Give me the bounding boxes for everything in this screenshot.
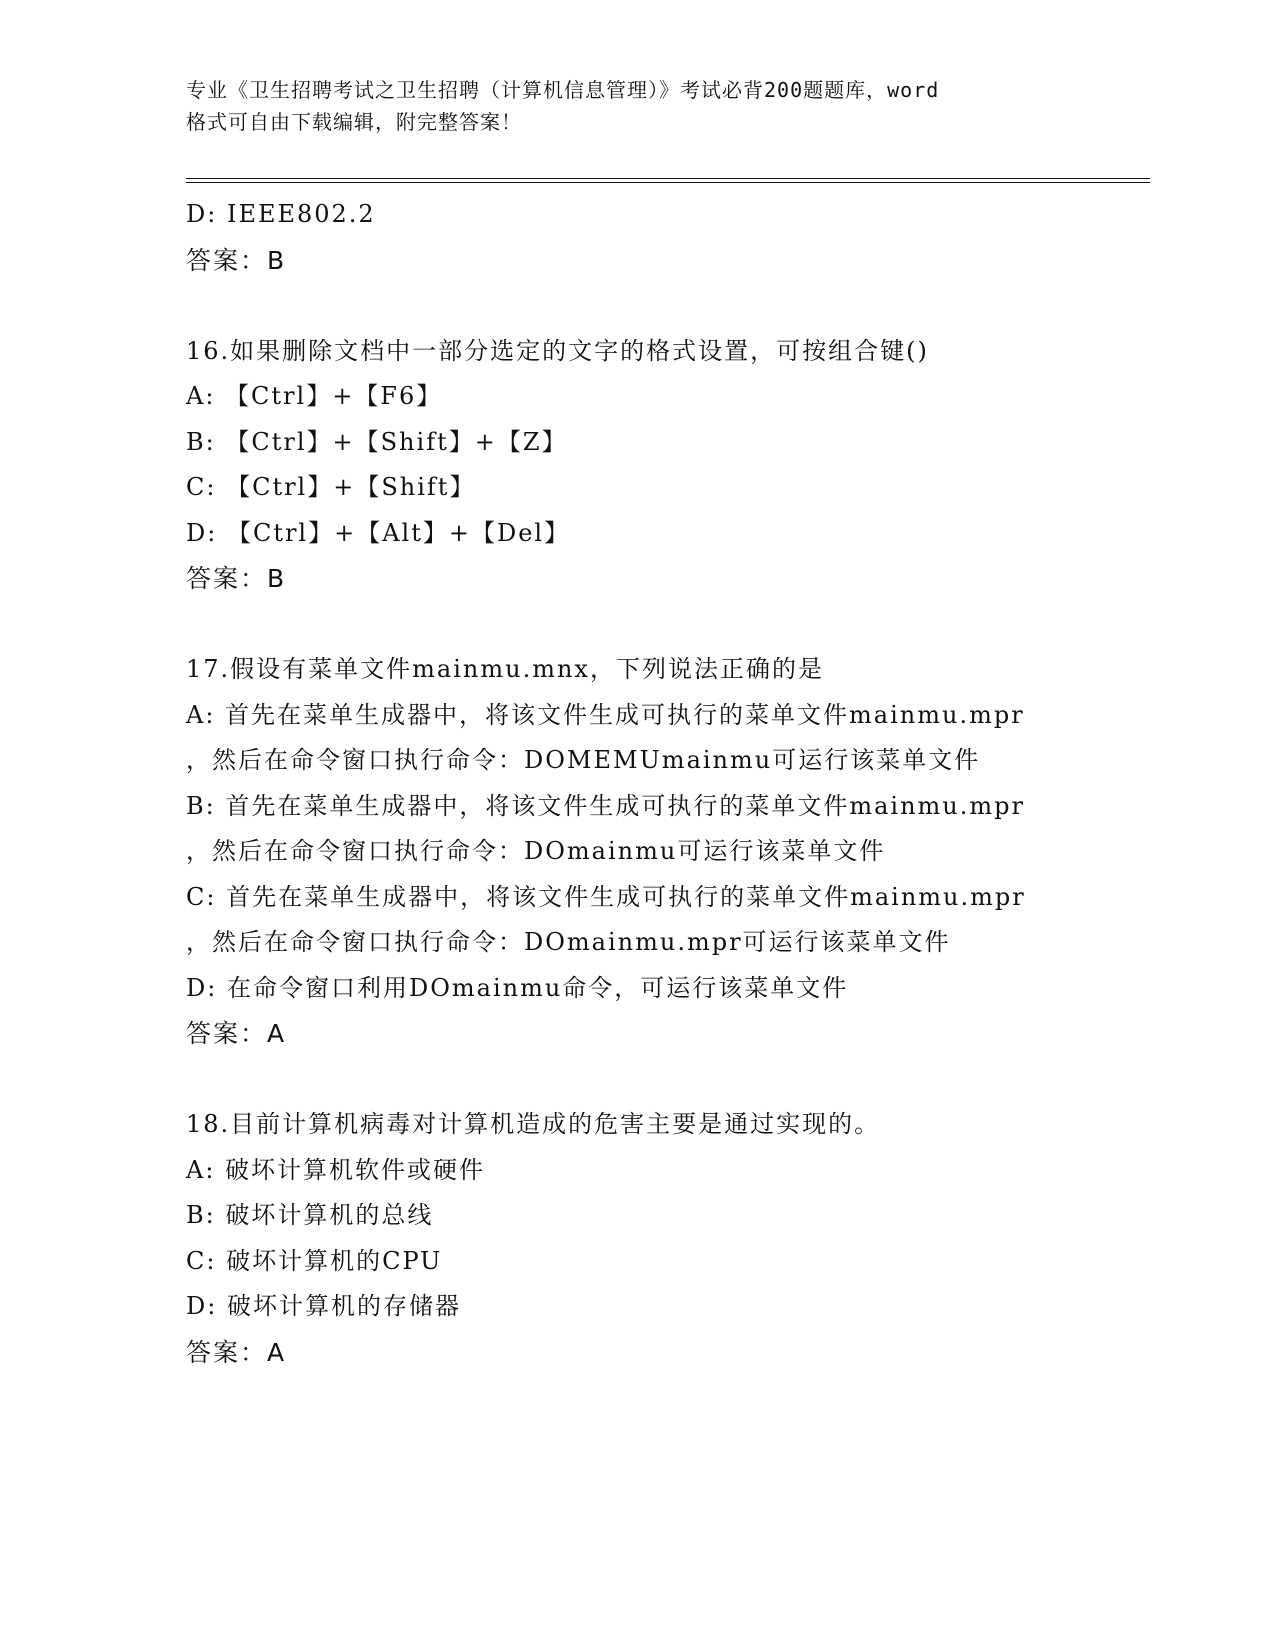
answer: 答案：A: [186, 1337, 287, 1367]
option-a: A: 破坏计算机软件或硬件: [186, 1155, 486, 1184]
option-d: D: 在命令窗口利用DOmainmu命令，可运行该菜单文件: [186, 973, 849, 1002]
option-b-line-1: B: 首先在菜单生成器中，将该文件生成可执行的菜单文件mainmu.mpr: [186, 791, 1025, 820]
option-a: A: 【Ctrl】+【F6】: [186, 382, 443, 410]
option-b: B: 破坏计算机的总线: [186, 1201, 434, 1229]
answer: 答案：B: [186, 245, 287, 275]
answer: 答案：A: [186, 1019, 287, 1048]
question-15-tail: [186, 192, 1086, 283]
option-c-line-1: C: 首先在菜单生成器中，将该文件生成可执行的菜单文件mainmu.mpr: [186, 882, 1026, 911]
spacer: [186, 602, 1086, 648]
question-list: [186, 192, 1086, 1375]
option-c: C: 破坏计算机的CPU: [186, 1246, 443, 1275]
option-c: C: 【Ctrl】+【Shift】: [186, 473, 476, 501]
header-line-1: 专业《卫生招聘考试之卫生招聘（计算机信息管理）》考试必背200题题库，word: [186, 78, 940, 102]
question-stem: 18.目前计算机病毒对计算机造成的危害主要是通过实现的。: [186, 1110, 881, 1138]
option-d: D: 破坏计算机的存储器: [186, 1292, 461, 1320]
answer: 答案：B: [186, 564, 287, 593]
option-d: D: IEEE802.2: [186, 200, 376, 228]
question-18: [186, 1102, 1086, 1375]
question-stem: 16.如果删除文档中一部分选定的文字的格式设置，可按组合键(): [186, 336, 929, 365]
question-16: [186, 329, 1086, 602]
option-a-line-1: A: 首先在菜单生成器中，将该文件生成可执行的菜单文件mainmu.mpr: [186, 700, 1025, 729]
option-a-line-2: ，然后在命令窗口执行命令：DOMEMUmainmu可运行该菜单文件: [186, 746, 981, 774]
header-divider: [186, 178, 1150, 183]
question-17: [186, 647, 1086, 1057]
header-line-2: 格式可自由下载编辑，附完整答案！: [186, 110, 522, 134]
option-d: D: 【Ctrl】+【Alt】+【Del】: [186, 518, 571, 547]
page-header: [186, 74, 1086, 138]
question-stem: 17.假设有菜单文件mainmu.mnx，下列说法正确的是: [186, 655, 824, 683]
spacer: [186, 1057, 1086, 1103]
spacer: [186, 283, 1086, 329]
option-c-line-2: ，然后在命令窗口执行命令：DOmainmu.mpr可运行该菜单文件: [186, 928, 951, 956]
option-b-line-2: ，然后在命令窗口执行命令：DOmainmu可运行该菜单文件: [186, 837, 886, 865]
option-b: B: 【Ctrl】+【Shift】+【Z】: [186, 427, 568, 456]
